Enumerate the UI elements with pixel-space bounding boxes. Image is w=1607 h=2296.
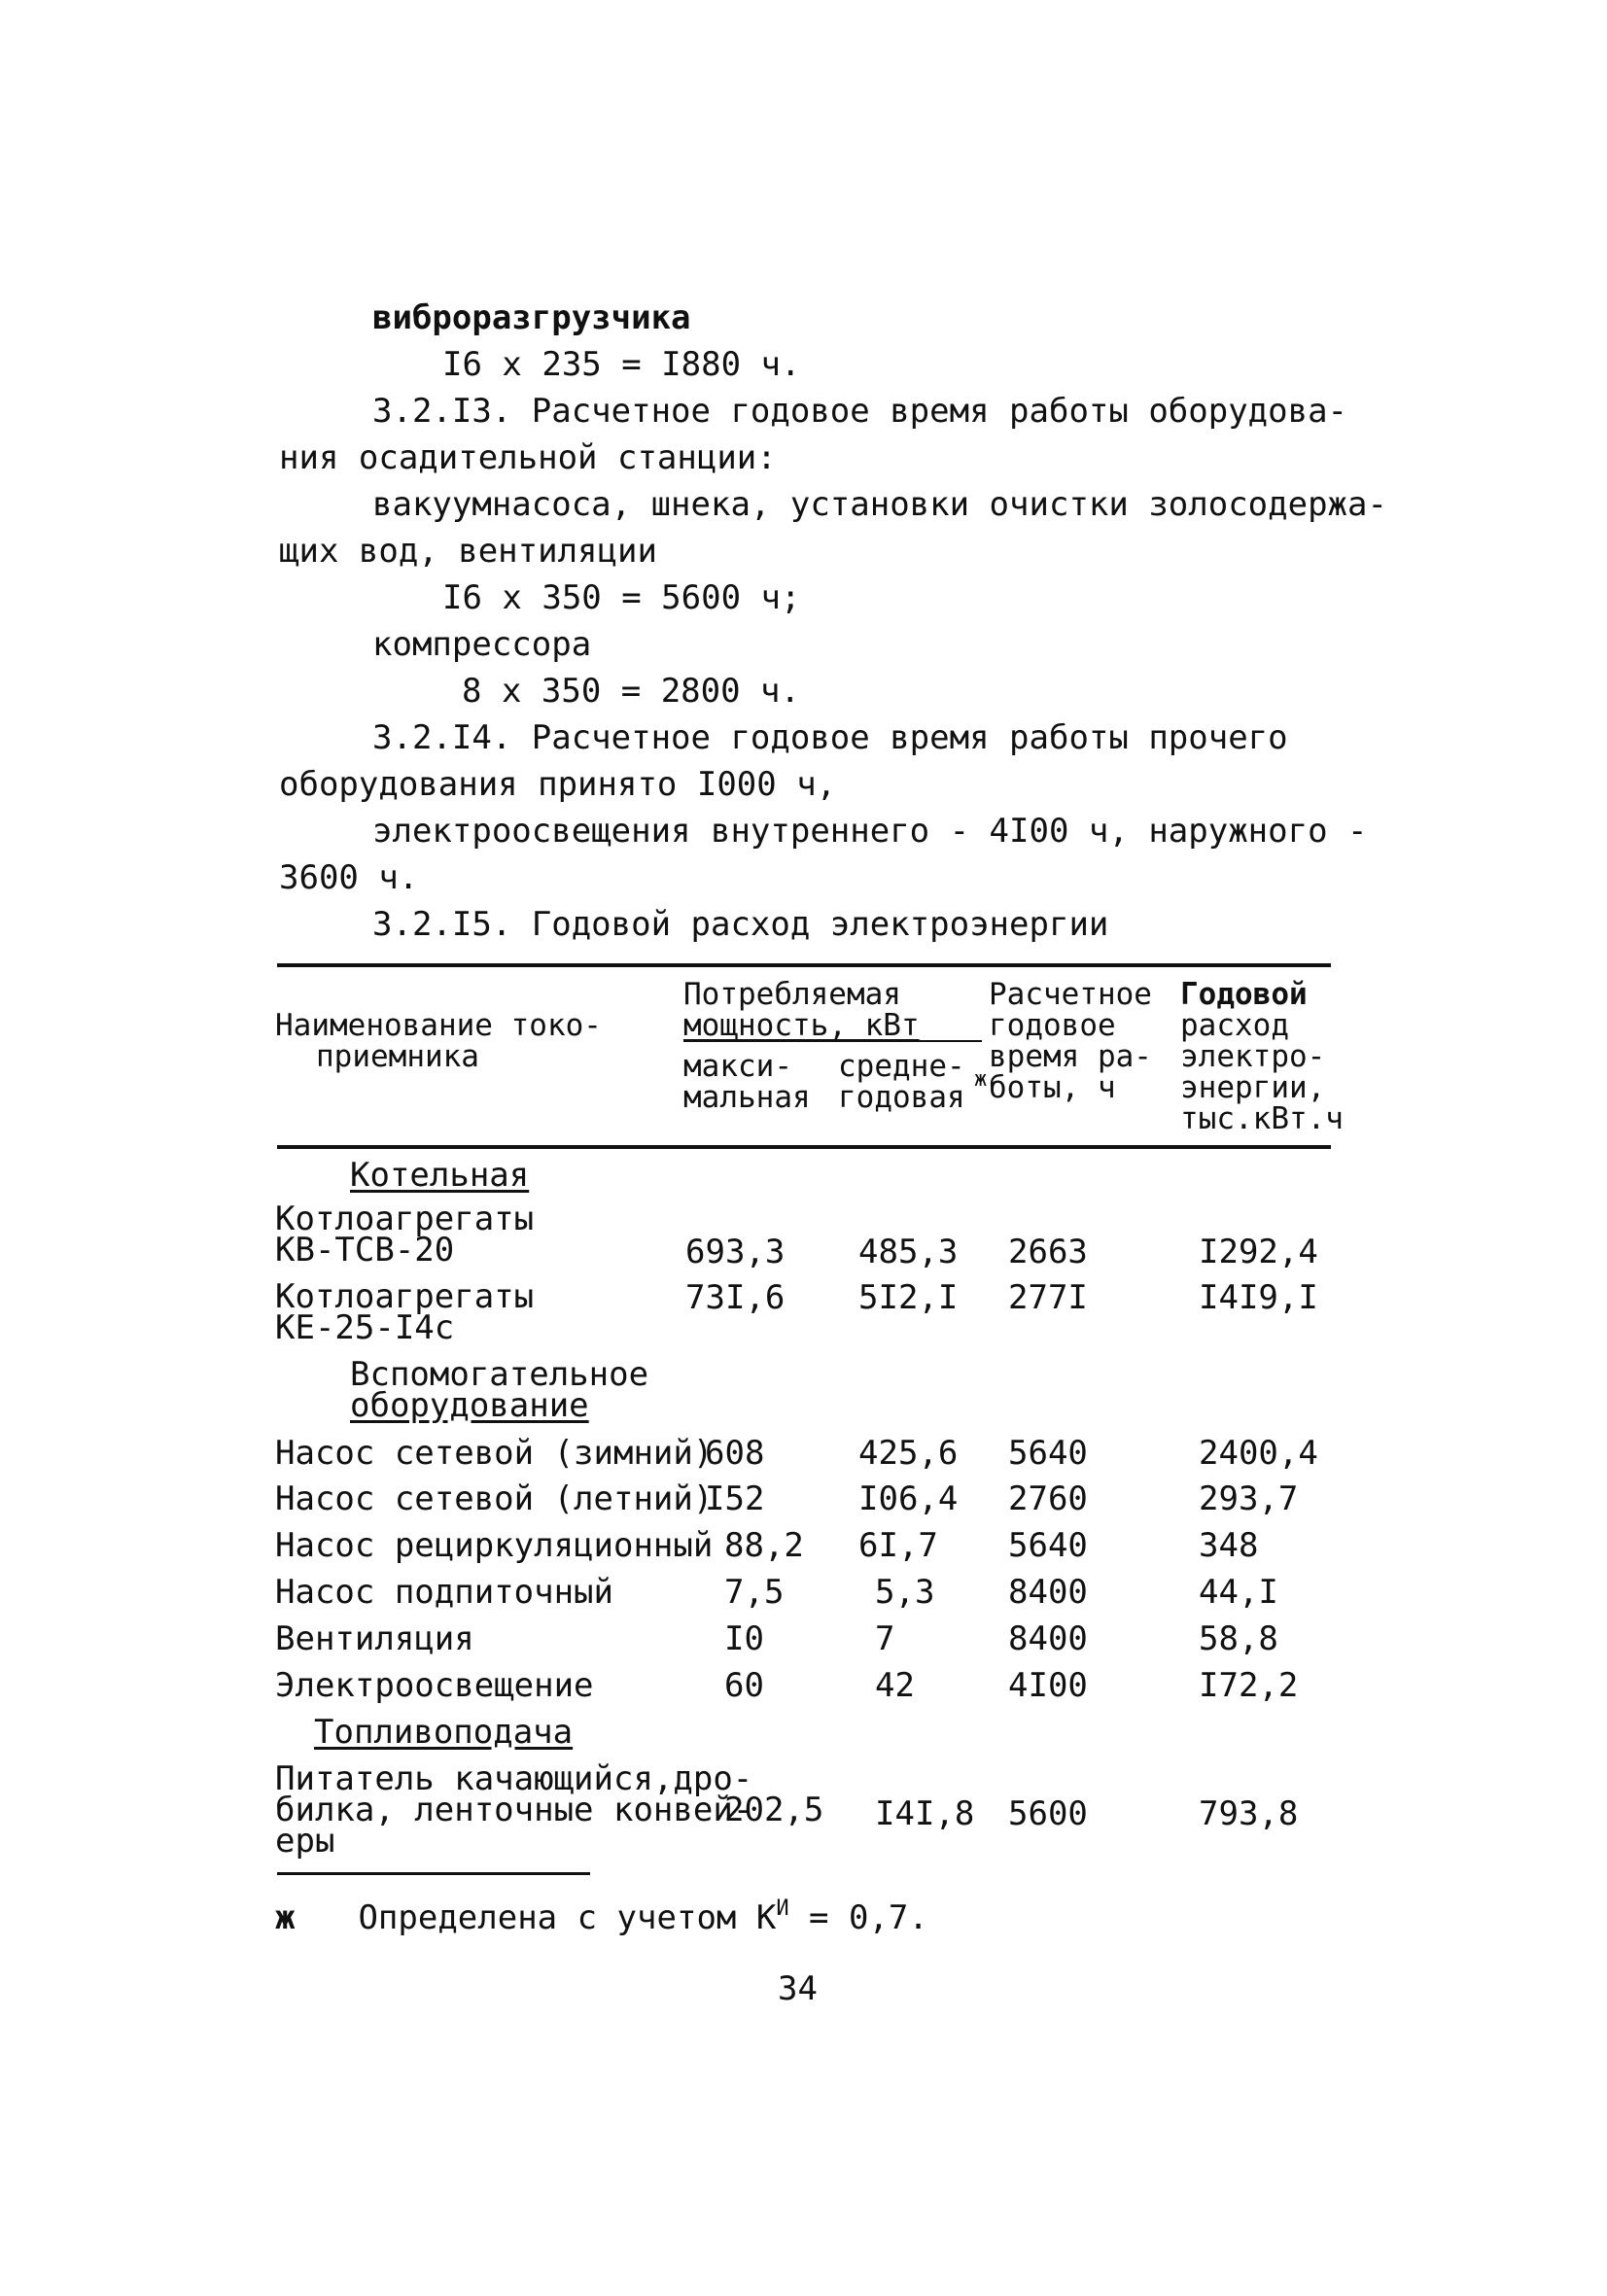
row-name: Насос сетевой (летний) xyxy=(275,1479,714,1518)
table-top-rule xyxy=(277,963,1331,967)
text-line: щих вод, вентиляции xyxy=(279,532,657,571)
row-max: 88,2 xyxy=(724,1526,804,1565)
section-heading: Котельная xyxy=(350,1156,530,1195)
header-max: макси- xyxy=(683,1049,792,1084)
formula-line: I6 x 235 = I880 ч. xyxy=(442,345,801,384)
row-time: 8400 xyxy=(1008,1573,1088,1612)
row-max: 202,5 xyxy=(724,1791,824,1829)
row-name: еры xyxy=(275,1822,335,1861)
row-max: 73I,6 xyxy=(685,1278,786,1317)
header-divider xyxy=(914,1040,982,1042)
section-heading: Вспомогательное xyxy=(350,1355,649,1394)
header-time: Расчетное xyxy=(989,977,1152,1012)
header-consumption: энергии, xyxy=(1180,1070,1326,1105)
row-name: Питатель качающийся,дро- xyxy=(275,1759,753,1798)
row-time: 4I00 xyxy=(1008,1666,1088,1705)
row-name: Насос подпиточный xyxy=(275,1573,613,1612)
section-heading: оборудование xyxy=(350,1386,589,1425)
header-power: Потребляемая xyxy=(683,977,901,1012)
row-avg: I06,4 xyxy=(858,1479,959,1518)
formula-line: 8 x 350 = 2800 ч. xyxy=(462,672,800,711)
row-consumption: 293,7 xyxy=(1199,1479,1299,1518)
row-avg: 425,6 xyxy=(858,1434,959,1473)
row-time: 277I xyxy=(1008,1278,1088,1317)
row-max: 608 xyxy=(705,1434,765,1473)
row-consumption: 44,I xyxy=(1199,1573,1278,1612)
row-name: КВ-ТСВ-20 xyxy=(275,1231,455,1270)
text-line: виброразгрузчика xyxy=(372,298,691,337)
row-name: Электроосвещение xyxy=(275,1666,594,1705)
row-consumption: 58,8 xyxy=(1199,1619,1278,1658)
text-line: вакуумнасоса, шнека, установки очистки золосодержа- xyxy=(372,485,1387,524)
row-max: I0 xyxy=(724,1619,764,1658)
paragraph-heading: 3.2.I4. Расчетное годовое время работы прочего xyxy=(372,718,1288,757)
text-line: электроосвещения внутреннего - 4I00 ч, наружного - xyxy=(372,812,1368,851)
row-max: 60 xyxy=(724,1666,764,1705)
header-avg: средне- xyxy=(838,1049,965,1084)
row-max: 7,5 xyxy=(724,1573,785,1612)
page-number: 34 xyxy=(778,1969,818,2008)
footnote-rule xyxy=(277,1872,590,1875)
formula-line: I6 x 350 = 5600 ч; xyxy=(442,578,801,617)
row-avg: 5,3 xyxy=(875,1573,935,1612)
header-time: годовое xyxy=(989,1008,1116,1043)
text-line: ния осадительной станции: xyxy=(279,438,777,477)
header-avg-mark: ж xyxy=(974,1067,988,1092)
row-avg: 42 xyxy=(875,1666,915,1705)
footnote-mark: ж xyxy=(275,1898,296,1937)
footnote-text: = 0,7. xyxy=(788,1898,928,1937)
row-consumption: I292,4 xyxy=(1199,1233,1318,1271)
row-name: Котлоагрегаты xyxy=(275,1277,535,1316)
row-max: I52 xyxy=(705,1479,765,1518)
section-heading: Топливоподача xyxy=(314,1713,574,1752)
footnote-superscript: И xyxy=(776,1896,789,1921)
header-consumption: расход xyxy=(1180,1008,1289,1043)
row-time: 5600 xyxy=(1008,1794,1088,1833)
header-name: приемника xyxy=(316,1039,479,1074)
row-time: 5640 xyxy=(1008,1526,1088,1565)
row-time: 2663 xyxy=(1008,1233,1088,1271)
header-consumption: электро- xyxy=(1180,1039,1326,1074)
row-name: Насос рециркуляционный xyxy=(275,1526,714,1565)
row-consumption: I4I9,I xyxy=(1199,1278,1318,1317)
header-avg: годовая xyxy=(838,1080,965,1115)
row-name: Котлоагрегаты xyxy=(275,1200,535,1238)
header-time: время ра- xyxy=(989,1039,1152,1074)
row-consumption: I72,2 xyxy=(1199,1666,1299,1705)
row-name: КЕ-25-I4с xyxy=(275,1308,455,1347)
row-name: билка, ленточные конвей- xyxy=(275,1791,753,1829)
row-time: 8400 xyxy=(1008,1619,1088,1658)
row-avg: 485,3 xyxy=(858,1233,959,1271)
row-name: Насос сетевой (зимний) xyxy=(275,1434,714,1473)
row-consumption: 348 xyxy=(1199,1526,1259,1565)
footnote xyxy=(275,1890,928,1937)
paragraph-heading: 3.2.I3. Расчетное годовое время работы оборудова- xyxy=(372,392,1348,431)
row-name: Вентиляция xyxy=(275,1619,474,1658)
header-consumption: тыс.кВт.ч xyxy=(1180,1101,1344,1136)
header-max: мальная xyxy=(683,1080,811,1115)
row-max: 693,3 xyxy=(685,1233,786,1271)
row-avg: 7 xyxy=(875,1619,895,1658)
header-power-unit: мощность, кВт xyxy=(683,1008,920,1043)
header-consumption: Годовой xyxy=(1180,977,1308,1012)
row-avg: 5I2,I xyxy=(858,1278,959,1317)
row-avg: I4I,8 xyxy=(875,1794,975,1833)
header-name: Наименование токо- xyxy=(275,1008,602,1043)
row-consumption: 2400,4 xyxy=(1199,1434,1318,1473)
header-bottom-rule xyxy=(277,1145,1331,1149)
row-time: 5640 xyxy=(1008,1434,1088,1473)
row-avg: 6I,7 xyxy=(858,1526,938,1565)
text-line: компрессора xyxy=(372,625,592,664)
footnote-text: Определена с учетом К xyxy=(358,1898,777,1937)
row-consumption: 793,8 xyxy=(1199,1794,1299,1833)
row-time: 2760 xyxy=(1008,1479,1088,1518)
text-line: оборудования принято I000 ч, xyxy=(279,765,837,804)
header-time: боты, ч xyxy=(989,1070,1116,1105)
text-line: 3600 ч. xyxy=(279,858,419,897)
paragraph-heading: 3.2.I5. Годовой расход электроэнергии xyxy=(372,905,1109,944)
